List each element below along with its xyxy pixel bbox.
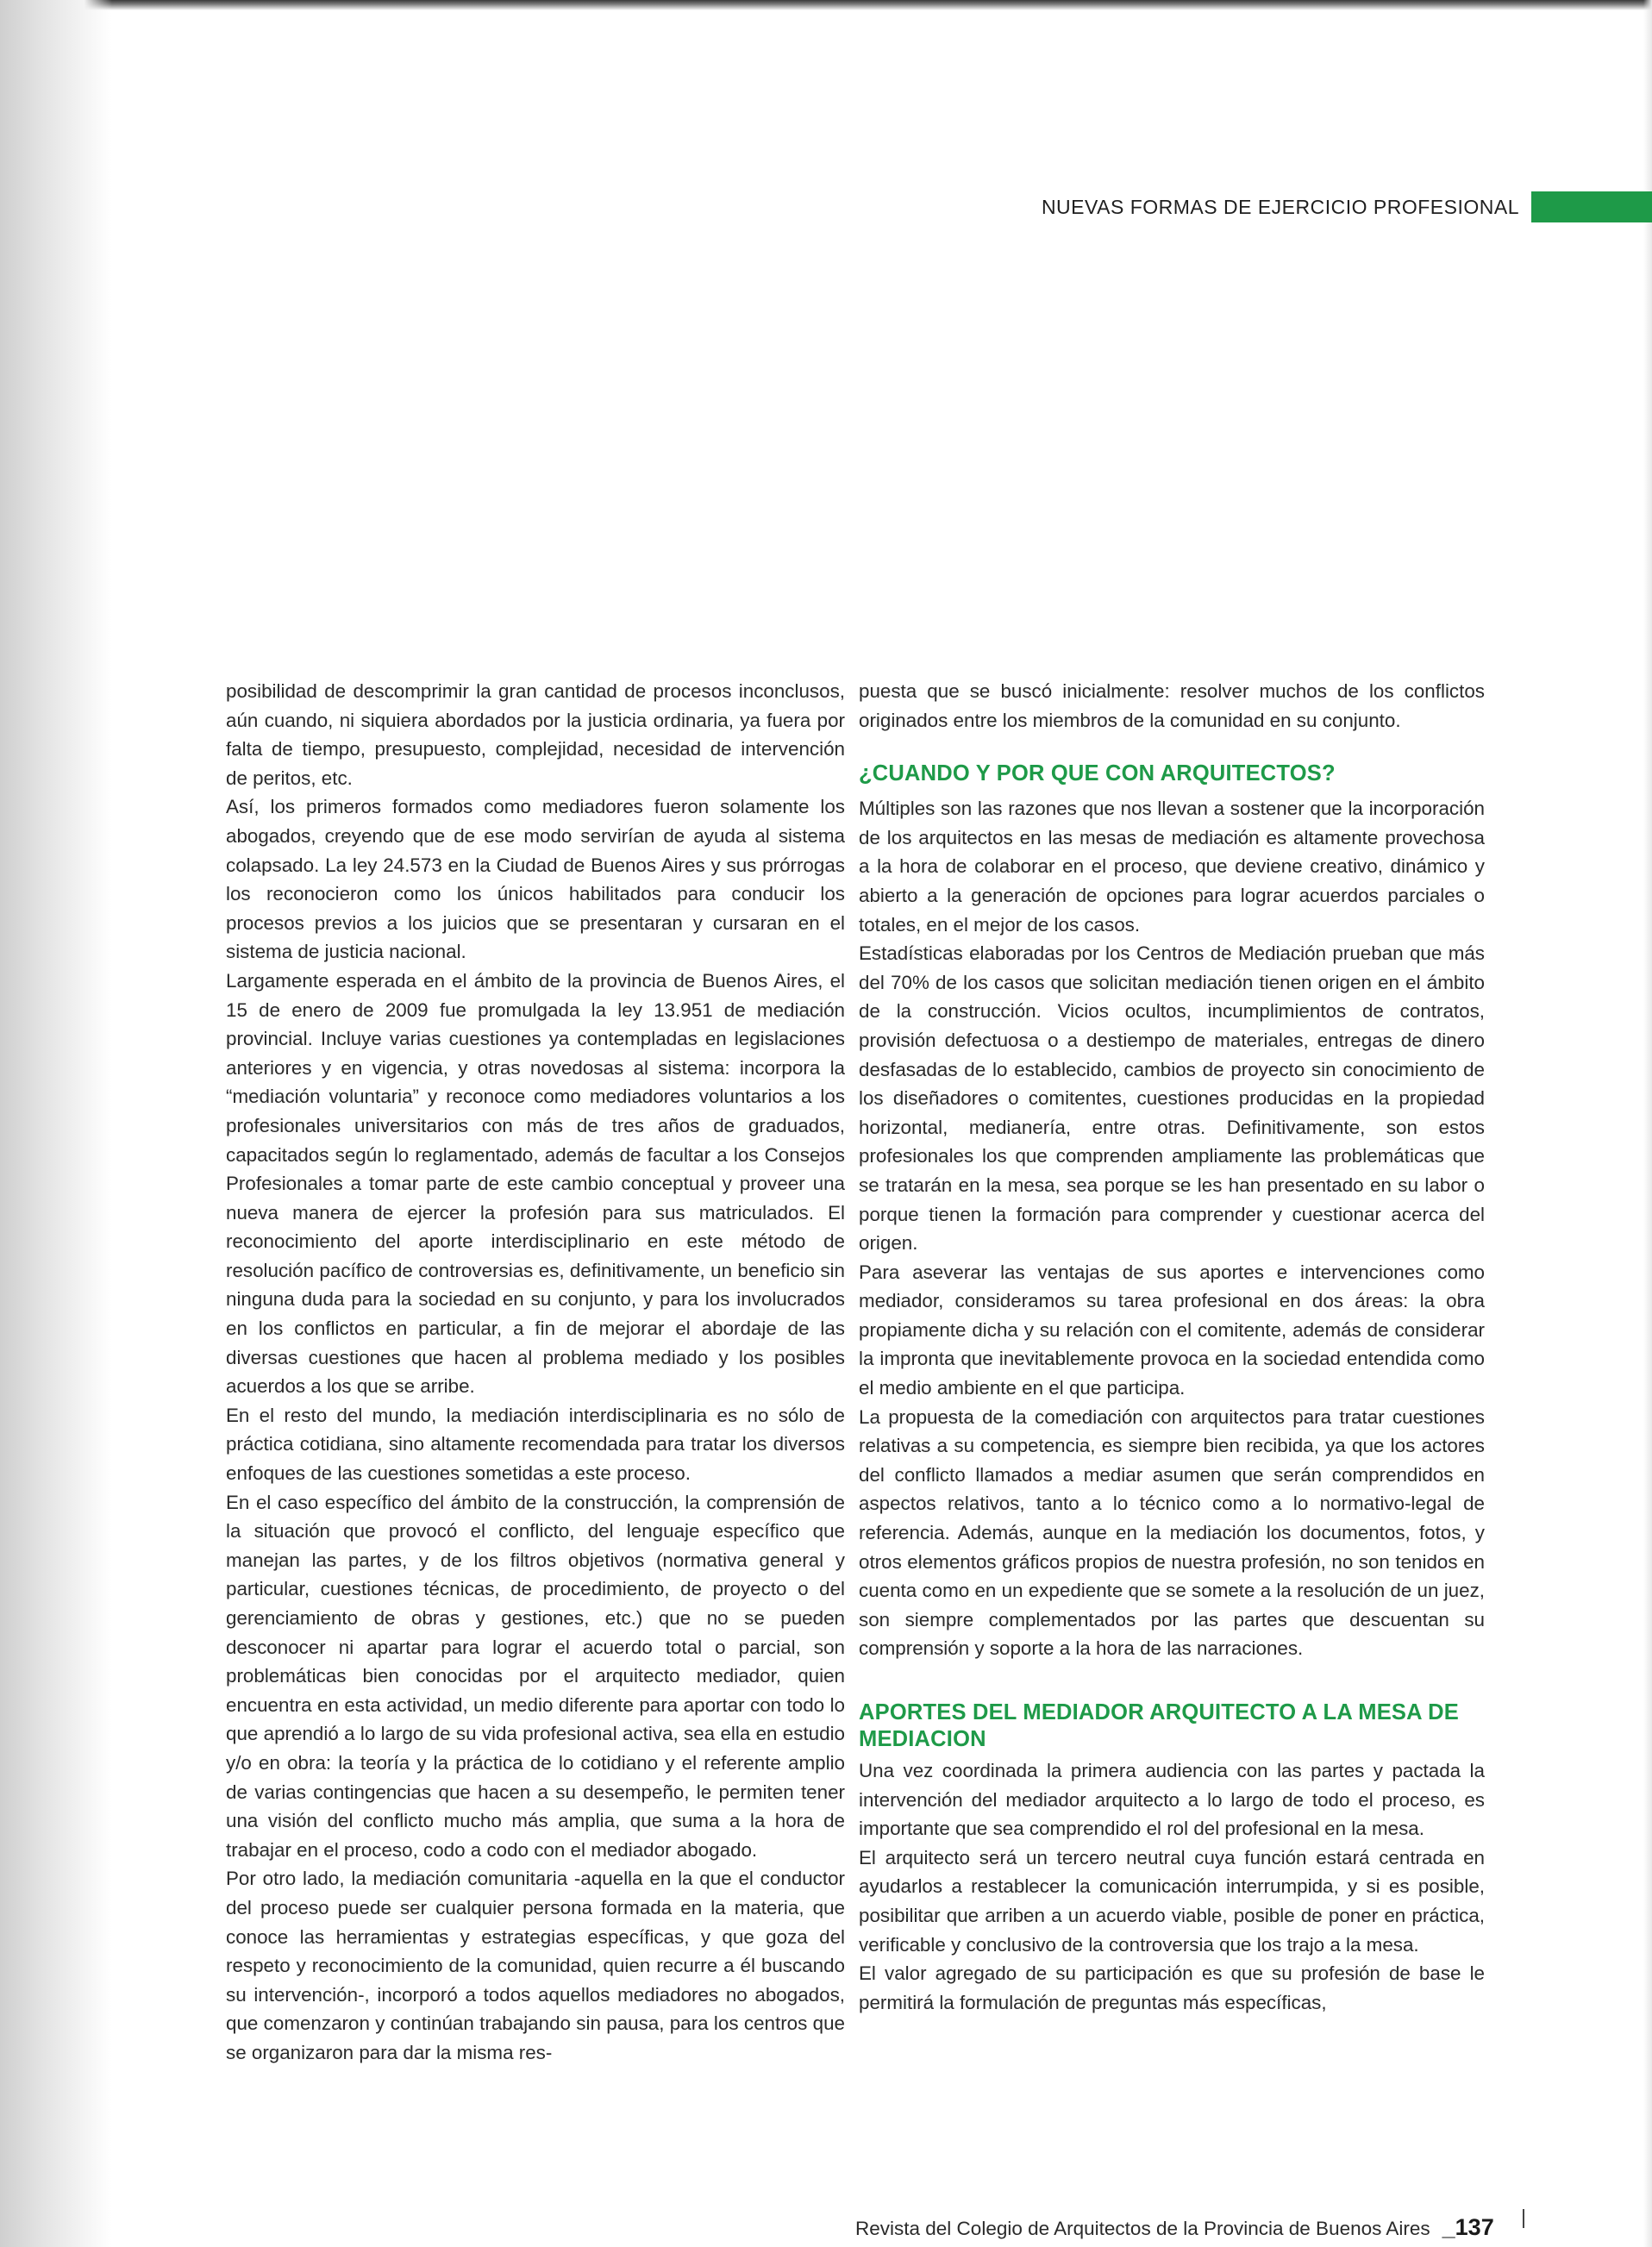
left-paragraph-3: Largamente esperada en el ámbito de la provincia de Buenos Aires, el 15 de enero de 2009 fue promulgada la ley 13.951 de mediación provincial. Incluye varias cuestiones ya contempladas en legislaciones anteriores y en vigencia, y otras novedosas al sistema: incorpora la “mediación voluntaria” y reconoce como mediadores voluntarios a los profesionales universitarios con más de tres años de graduados, capacitados según lo reglamentado, además de facultar a los Consejos Profesionales a tomar parte de este cambio conceptual y proveer una nueva manera de ejercer la profesión para sus matriculados. El reconocimiento del aporte interdisciplinario en este método de resolución pacífico de controversias es, definitivamente, un beneficio sin ninguna duda para la sociedad en su conjunto, y para los involucrados en los conflictos en particular, a fin de mejorar el abordaje de las diversas cuestiones que hacen al problema mediado y los posibles acuerdos a los que se arribe. (226, 969, 845, 1398)
publication-name: Revista del Colegio de Arquitectos de la Provincia de Buenos Aires (855, 2218, 1430, 2239)
page-number: _137 (1442, 2214, 1494, 2240)
footer-tick-mark (1523, 2209, 1524, 2228)
left-paragraph-5: En el caso específico del ámbito de la construcción, la comprensión de la situación que provocó el conflicto, del lenguaje específico que manejan las partes, y de los filtros objetivos (normativa general y particular, cuestiones técnicas, de procedimiento, de proyecto o del gerenciamiento de obras y gestiones, etc.) que no se pueden desconocer ni apartar para lograr el acuerdo total o parcial, son problemáticas bien conocidas por el arquitecto mediador, quien encuentra en esta actividad, un medio diferente para aportar con todo lo que aprendió a lo largo de su vida profesional activa, sea ella en estudio y/o en obra: la teoría y la práctica de lo cotidiano y el referente amplio de varias contingencias que hacen a su desempeño, le permiten tener una visión del conflicto mucho más amplia, que suma a la hora de trabajar en el proceso, codo a codo con el mediador abogado. (226, 1491, 845, 1861)
right-paragraph-4: La propuesta de la comediación con arquitectos para tratar cuestiones relativas a su competencia, es siempre bien recibida, ya que los actores del conflicto llamados a mediar asumen que serán comprendidos en aspectos relativos, tanto a lo técnico como a lo normativo-legal de referencia. Además, aunque en la mediación los documentos, fotos, y otros elementos gráficos propios de nuestra profesión, no son tenidos en cuenta como en un expediente que se somete a la resolución de un juez, son siempre complementados por las partes que descuentan su comprensión y soporte a la hora de las narraciones. (859, 1405, 1485, 1660)
heading-cuando-y-por-que: ¿CUANDO Y POR QUE CON ARQUITECTOS? (859, 761, 1336, 786)
left-column (226, 677, 845, 2068)
page-footer (855, 2214, 1528, 2241)
right-paragraph-5: Una vez coordinada la primera audiencia con las partes y pactada la intervención del mediador arquitecto a lo largo de todo el proceso, es importante que sea comprendido el rol del profesional en la mesa. (859, 1760, 1485, 1840)
left-paragraph-4: En el resto del mundo, la mediación interdisciplinaria es no sólo de práctica cotidiana, sino altamente recomendada para tratar los diversos enfoques de las cuestiones sometidas a este proceso. (226, 1404, 845, 1485)
header-accent-bar (1531, 191, 1652, 222)
book-spine-shadow (0, 0, 112, 2247)
right-paragraph-2: Estadísticas elaboradas por los Centros de Mediación prueban que más del 70% de los casos que solicitan mediación tienen origen en el ámbito de la construcción. Vicios ocultos, incumplimientos de contratos, provisión defectuosa o a destiempo de materiales, entregas de dinero desfasadas de lo establecido, cambios de proyecto sin conocimiento de los diseñadores o comitentes, cuestiones producidas en la propiedad horizontal, medianería, entre otras. Definitivamente, son estos profesionales los que comprenden ampliamente las problemáticas que se tratarán en la mesa, sea porque se les han presentado en su labor o porque tienen la formación para comprender y cuestionar acerca del origen. (859, 942, 1485, 1255)
right-intro-paragraph: puesta que se buscó inicialmente: resolver muchos de los conflictos originados entre los miembros de la comunidad en su conjunto. (859, 680, 1485, 731)
left-paragraph-2: Así, los primeros formados como mediadores fueron solamente los abogados, creyendo que de ese modo servirían de ayuda al sistema colapsado. La ley 24.573 en la Ciudad de Buenos Aires y sus prórrogas los reconocieron como los únicos habilitados para conducir los procesos previos a los juicios que se presentaran y cursaran en el sistema de justicia nacional. (226, 796, 845, 963)
page-right-edge (1643, 0, 1652, 2247)
right-paragraph-7: El valor agregado de su participación es que su profesión de base le permitirá la formulación de preguntas más específicas, (859, 1962, 1485, 2013)
right-column (859, 677, 1485, 2017)
left-paragraph-1: posibilidad de descomprimir la gran cantidad de procesos inconclusos, aún cuando, ni siquiera abordados por la justicia ordinaria, ya fuera por falta de tiempo, presupuesto, complejidad, necesidad de intervención de peritos, etc. (226, 680, 845, 789)
section-header (1042, 191, 1652, 222)
section-title: NUEVAS FORMAS DE EJERCICIO PROFESIONAL (1041, 195, 1519, 218)
left-paragraph-6: Por otro lado, la mediación comunitaria -aquella en la que el conductor del proceso puede ser cualquier persona formada en la materia, que conoce las herramientas y estrategias específicas, y que goza del respeto y reconocimiento de la comunidad, quien recurre a él buscando su intervención-, incorporó a todos aquellos mediadores no abogados, que comenzaron y continúan trabajando sin pausa, para los centros que se organizaron para dar la misma res- (226, 1868, 845, 2063)
right-paragraph-1: Múltiples son las razones que nos llevan a sostener que la incorporación de los arquitectos en las mesas de mediación es altamente provechosa a la hora de colaborar en el proceso, que deviene creativo, dinámico y abierto a la generación de opciones para lograr acuerdos parciales o totales, en el mejor de los casos. (859, 798, 1485, 936)
right-paragraph-6: El arquitecto será un tercero neutral cuya función estará centrada en ayudarlos a restablecer la comunicación interrumpida, y si es posible, posibilitar que arriben a un acuerdo viable, posible de poner en práctica, verificable y conclusivo de la controversia que los trajo a la mesa. (859, 1846, 1485, 1956)
heading-aportes-del-mediador: APORTES DEL MEDIADOR ARQUITECTO A LA MESA DE MEDIACION (859, 1700, 1459, 1751)
right-paragraph-3: Para aseverar las ventajas de sus aportes e intervenciones como mediador, consideramos su tarea profesional en dos áreas: la obra propiamente dicha y su relación con el comitente, además de considerar la impronta que inevitablemente provoca en la sociedad entendida como el medio ambiente en el que participa. (859, 1261, 1485, 1399)
scan-top-shadow (0, 0, 1652, 10)
